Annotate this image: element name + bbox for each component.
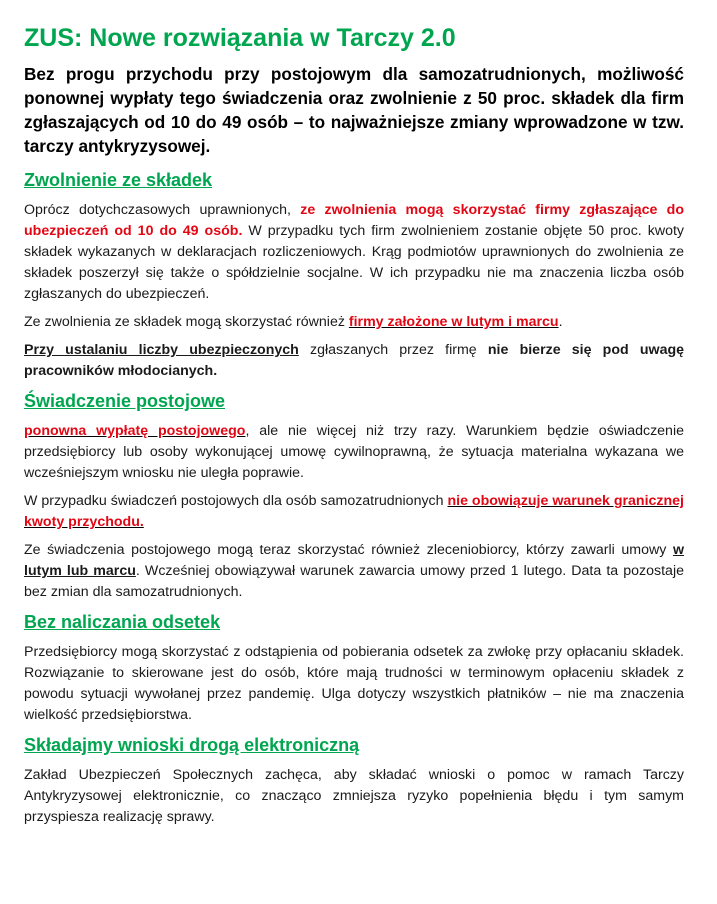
text-run: zgłaszanych przez firmę (298, 342, 488, 358)
text-run: Ze zwolnienia ze składek mogą skorzystać również (24, 314, 349, 330)
bold-run: nie bierze się pod uwagę pracowników młodocianych. (24, 342, 685, 379)
text-run: W przypadku tych firm zwolnieniem zostanie objęte 50 proc. kwoty składek wykazanych w deklaracjach rozliczeniowych. Krąg podmiotów uprawnionych do zwolnienia ze składek poszerzył się także o spółdzielnie socjalne. W ich przypadku nie ma znaczenia liczba osób zgłaszanych do ubezpieczeń. (24, 223, 684, 302)
highlight-red-link: nie obowiązuje warunek granicznej kwoty przychodu. (24, 493, 684, 530)
section-heading: Zwolnienie ze składek (24, 170, 213, 190)
text-run: W przypadku świadczeń postojowych dla osób samozatrudnionych (24, 493, 448, 509)
text-run: Oprócz dotychczasowych uprawnionych, (24, 202, 301, 218)
paragraph (24, 312, 684, 333)
paragraph (24, 491, 684, 533)
bold-underline-run: Przy ustalaniu liczby ubezpieczonych (24, 342, 299, 358)
section-heading: Bez naliczania odsetek (24, 612, 221, 632)
text-run: . (558, 314, 563, 330)
paragraph: Przedsiębiorcy mogą skorzystać z odstąpienia od pobierania odsetek za zwłokę przy opłacaniu składek. Rozwiązanie to skierowane jest do osób, które mają trudności w terminowym opłaceniu składek z powodu sytuacji wywołanej przez pandemię. Ulga dotyczy wszystkich płatników – nie ma znaczenia wielkość przedsiębiorstwa. (24, 644, 684, 723)
text-run: Ze świadczenia postojowego mogą teraz skorzystać również zleceniobiorcy, którzy zawarli umowy (24, 542, 673, 558)
paragraph (24, 340, 684, 382)
highlight-red-link: firmy założone w lutym i marcu (348, 314, 559, 330)
section-heading: Świadczenie postojowe (24, 391, 226, 411)
section-wnioski (24, 733, 684, 828)
section-zwolnienie (24, 168, 684, 382)
highlight-red: ze zwolnienia mogą skorzystać firmy zgłaszające do ubezpieczeń od 10 do 49 osób. (24, 202, 684, 239)
lead-paragraph: Bez progu przychodu przy postojowym dla samozatrudnionych, możliwość ponownej wypłaty tego świadczenia oraz zwolnienie z 50 proc. składek dla firm zgłaszających od 10 do 49 osób – to najważniejsze zmiany wprowadzone w tzw. tarczy antykryzysowej. (24, 64, 684, 156)
paragraph (24, 540, 684, 603)
paragraph: Zakład Ubezpieczeń Społecznych zachęca, aby składać wnioski o pomoc w ramach Tarczy Antykryzysowej elektronicznie, co znacząco zmniejsza ryzyko popełnienia błędu i tym samym przyspiesza realizację sprawy. (24, 767, 684, 825)
paragraph (24, 200, 684, 305)
section-heading: Składajmy wnioski drogą elektroniczną (24, 735, 360, 755)
highlight-red-link: ponowna wypłatę postojowego (24, 423, 246, 439)
text-run: . Wcześniej obowiązywał warunek zawarcia umowy przed 1 lutego. Data ta pozostaje bez zmian dla samozatrudnionych. (24, 563, 684, 600)
section-postojowe (24, 389, 684, 603)
text-run: , ale nie więcej niż trzy razy. Warunkiem będzie oświadczenie przedsiębiorcy lub osoby wykonującej umowę cywilnoprawną, że sytuacja materialna wykazana we wcześniejszym wniosku nie uległa poprawie. (24, 423, 684, 481)
page-title: ZUS: Nowe rozwiązania w Tarczy 2.0 (24, 24, 456, 52)
paragraph (24, 421, 684, 484)
section-odsetki (24, 610, 684, 726)
bold-underline-run: w lutym lub marcu (24, 542, 684, 579)
document-page (24, 22, 684, 835)
